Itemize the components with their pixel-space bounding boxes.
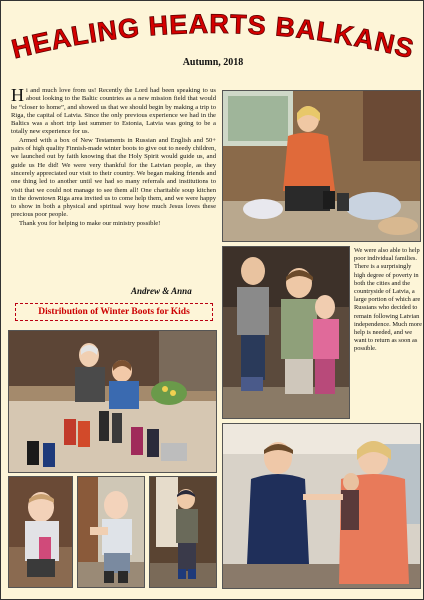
photo-toddler-pink-boots <box>8 476 73 588</box>
letter-body <box>11 87 216 228</box>
families-text: We were also able to help poor individual families. There is a surprisingly high degree of poverty in both the cities and the countryside of Latvia, a large portion of which are Russians who decided to remain following Latvian independence. Much more help is needed, and we want to return as soon as possible. <box>354 247 422 353</box>
photo-child-in-doorway <box>149 476 217 588</box>
boots-heading: Distribution of Winter Boots for Kids <box>15 303 213 321</box>
paragraph-1-text: i and much love from us! Recently the Lord had been speaking to us about looking to the Baltic countries as a new mission field that would be “closer to home”, and showed us that we should begin by making a trip to Riga, the capital of Latvia. Since the only previous experience we had in the Baltics was a short trip last summer to Estonia, Latvia was going to be a totally new experience for us. <box>11 87 216 136</box>
signature: Andrew & Anna <box>131 286 192 296</box>
photo-boots-on-table <box>8 330 217 473</box>
paragraph-2: Armed with a box of New Testaments in Russian and English and 50+ pairs of high quality Finnish-made winter boots to give out to needy children, we launched out by faith knowing that the Holy Spirit would guide us, and guide us He did! We were very thankful for the Latvian people, as they sincerely appreciated our visit to their country. We began making friends and one thing led to another until we had so many referrals and institutions to visit that we could not manage to see them all! One charitable soup kitchen in the downtown Riga area invited us to come help them, and we were happy to show in both a physical and spiritual way how much Jesus loves these precious poor people. <box>11 136 216 219</box>
drop-cap: H <box>11 85 24 105</box>
title-text: HEALING HEARTS BALKANS <box>8 8 418 65</box>
photo-three-children <box>222 246 350 419</box>
paragraph-1 <box>11 87 216 137</box>
issue-date: Autumn, 2018 <box>182 57 244 68</box>
photo-boot-sorting <box>222 90 421 242</box>
paragraph-3: Thank you for helping to make our ministry possible! <box>19 219 161 227</box>
photo-family-visit <box>222 423 421 589</box>
photo-toddler-standing <box>77 476 145 588</box>
